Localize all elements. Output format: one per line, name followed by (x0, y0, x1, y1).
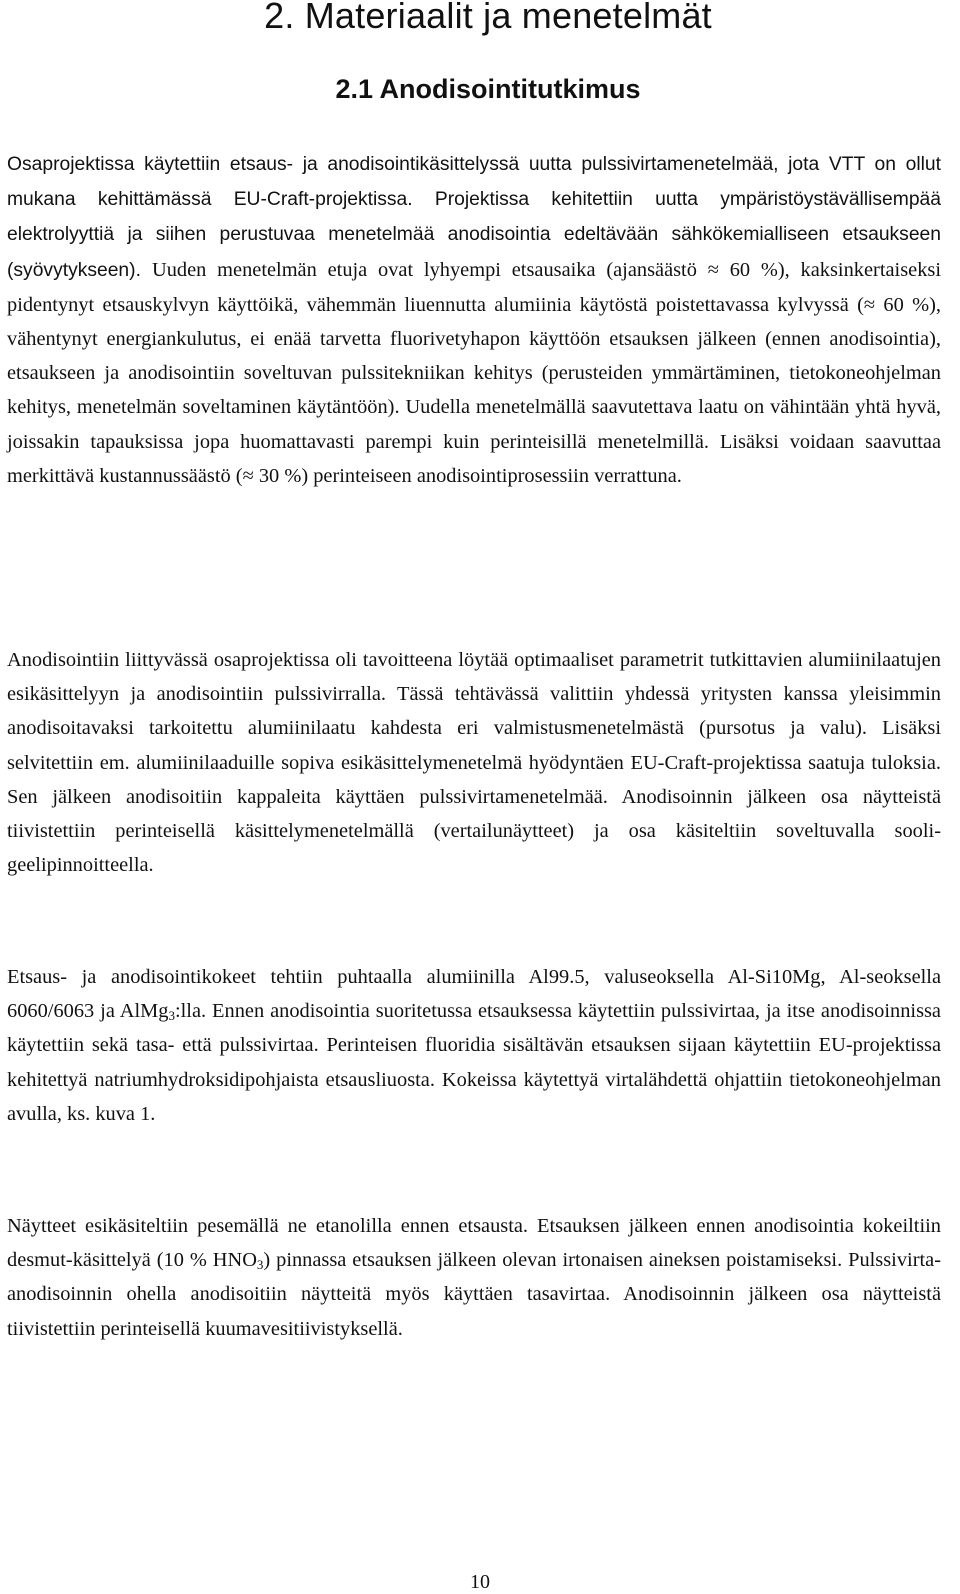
subscript: 3 (256, 1257, 264, 1273)
paragraph-text-segment: Etsaus- ja anodisointikokeet tehtiin puhtaalla alumiinilla Al99.5, valuseoksella Al-Si10Mg, Al-seoksella 6060/6063 ja AlMg (7, 966, 941, 1023)
paragraph-text-segment: ) pinnassa etsauksen jälkeen olevan irtonaisen aineksen poistamiseksi. Pulssivirta-anodisoinnin ohella anodisoitiin näytteitä myös käyttäen tasavirtaa. Anodisoinnin jälkeen osa näytteistä tiivistettiin perinteisellä kuumavesitiivistyksellä. (7, 1249, 941, 1340)
paragraph-experiments (7, 960, 941, 1131)
paragraph-sample-preparation (7, 1209, 941, 1346)
paragraph-text-segment: Uuden menetelmän etuja ovat lyhyempi etsausaika (ajansäästö ≈ 60 %), kaksinkertaiseksi pidentynyt etsauskylvyn käyttöikä, vähemmän liuennutta alumiinia käytöstä poistettavassa kylvyssä (≈ 60 %), vähentynyt energiankulutus, ei enää tarvetta fluorivetyhapon käyttöön etsauksen jälkeen (ennen anodisointia), etsaukseen ja anodisointiin soveltuvan pulssitekniikan kehitys (perusteiden ymmärtäminen, tietokoneohjelman kehitys, menetelmän soveltaminen käytäntöön). Uudella menetelmällä saavutettava laatu on vähintään yhtä hyvä, joissakin tapauksissa jopa huomattavasti parempi kuin perinteisillä menetelmillä. Lisäksi voidaan saavuttaa merkittävä kustannussäästö (≈ 30 %) perinteiseen anodisointiprosessiin verrattuna. (7, 258, 941, 487)
page-number: 10 (470, 1571, 490, 1593)
paragraph-project-description (7, 147, 941, 493)
chapter-title: 2. Materiaalit ja menetelmät (264, 0, 712, 36)
paragraph-text-segment: :lla. Ennen anodisointia suoritetussa etsauksessa käytettiin pulssivirtaa, ja itse anodisoinnissa käytettiin sekä tasa- että pulssivirtaa. Perinteisen fluoridia sisältävän etsauksen sijaan käytettiin EU-projektissa kehitettyä natriumhydroksidipohjaista etsausliuosta. Kokeissa käytettyä virtalähdettä ohjattiin tietokoneohjelman avulla, ks. kuva 1. (7, 1000, 941, 1125)
subscript: 3 (168, 1008, 175, 1024)
paragraph-subproject-goals: Anodisointiin liittyvässä osaprojektissa oli tavoitteena löytää optimaaliset parametrit tutkittavien alumiinilaatujen esikäsittelyyn ja anodisointiin pulssivirralla. Tässä tehtävässä valittiin yhdessä yritysten kanssa yleisimmin anodisoitavaksi tarkoitettu alumiinilaatu kahdesta eri valmistusmenetelmästä (pursotus ja valu). Lisäksi selvitettiin em. alumiinilaaduille sopiva esikäsittelymenetelmä hyödyntäen EU-Craft-projektissa saatuja tuloksia. Sen jälkeen anodisoitiin kappaleita käyttäen pulssivirtamenetelmää. Anodisoinnin jälkeen osa näytteistä tiivistettiin perinteisellä käsittelymenetelmällä (vertailunäytteet) ja osa käsiteltiin soveltuvalla sooli-geelipinnoitteella. (7, 649, 941, 877)
paragraph-text-segment: Osaprojektissa käytettiin etsaus- ja anodisointikäsittelyssä uutta pulssivirtamenetelmää, jota VTT on ollut mukana kehittämässä EU-Craft-projektissa. Projektissa kehitettiin uutta ympäristöystävällisempää elektrolyyttiä ja siihen perustuvaa menetelmää anodisointia edeltävään sähkökemialliseen etsaukseen (syövytykseen). (7, 154, 941, 281)
section-title: 2.1 Anodisointitutkimus (335, 74, 641, 104)
paragraph-text-segment: Näytteet esikäsiteltiin pesemällä ne etanolilla ennen etsausta. Etsauksen jälkeen ennen anodisointia kokeiltiin desmut-käsittelyä (10 % HNO (7, 1215, 941, 1272)
